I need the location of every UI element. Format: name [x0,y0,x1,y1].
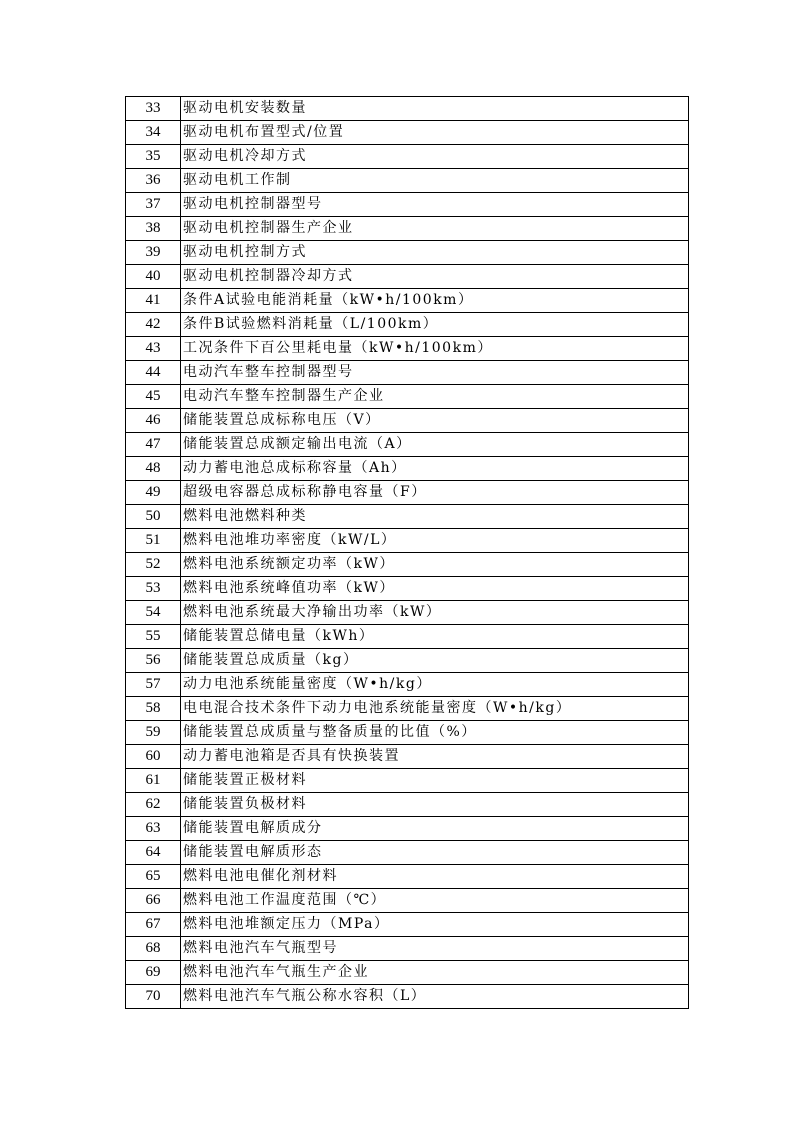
table-row [126,625,689,649]
table-row [126,361,689,385]
parameter-name: 燃料电池燃料种类 [181,505,689,529]
parameter-name: 驱动电机控制器型号 [181,193,689,217]
parameter-name: 条件A试验电能消耗量（kW•h/100km） [181,289,689,313]
parameter-name: 驱动电机布置型式/位置 [181,121,689,145]
row-number: 39 [126,241,181,265]
row-number: 41 [126,289,181,313]
table-row [126,121,689,145]
row-number: 47 [126,433,181,457]
row-number: 61 [126,769,181,793]
parameter-name: 储能装置负极材料 [181,793,689,817]
table-row [126,577,689,601]
table-row [126,505,689,529]
row-number: 49 [126,481,181,505]
parameter-name: 电电混合技术条件下动力电池系统能量密度（W•h/kg） [181,697,689,721]
table-row [126,481,689,505]
table-row [126,169,689,193]
row-number: 68 [126,937,181,961]
row-number: 55 [126,625,181,649]
row-number: 53 [126,577,181,601]
row-number: 36 [126,169,181,193]
parameter-name: 储能装置电解质成分 [181,817,689,841]
row-number: 38 [126,217,181,241]
table-row [126,769,689,793]
parameter-name: 条件B试验燃料消耗量（L/100km） [181,313,689,337]
parameter-name: 动力电池系统能量密度（W•h/kg） [181,673,689,697]
row-number: 35 [126,145,181,169]
table-row [126,265,689,289]
table-row [126,961,689,985]
parameter-name: 储能装置总成额定输出电流（A） [181,433,689,457]
parameter-name: 驱动电机控制器生产企业 [181,217,689,241]
row-number: 48 [126,457,181,481]
parameter-name: 驱动电机工作制 [181,169,689,193]
row-number: 42 [126,313,181,337]
row-number: 34 [126,121,181,145]
parameter-name: 驱动电机安装数量 [181,97,689,121]
row-number: 62 [126,793,181,817]
parameter-name: 驱动电机控制器冷却方式 [181,265,689,289]
table-row [126,217,689,241]
parameter-name: 动力蓄电池总成标称容量（Ah） [181,457,689,481]
parameter-name: 驱动电机冷却方式 [181,145,689,169]
table-row [126,673,689,697]
row-number: 45 [126,385,181,409]
parameter-table [125,96,689,1009]
parameter-name: 燃料电池系统最大净输出功率（kW） [181,601,689,625]
table-row [126,433,689,457]
parameter-name: 驱动电机控制方式 [181,241,689,265]
parameter-name: 燃料电池汽车气瓶型号 [181,937,689,961]
table-row [126,457,689,481]
parameter-name: 燃料电池工作温度范围（℃） [181,889,689,913]
row-number: 50 [126,505,181,529]
row-number: 57 [126,673,181,697]
table-row [126,241,689,265]
row-number: 46 [126,409,181,433]
table-row [126,865,689,889]
row-number: 56 [126,649,181,673]
parameter-name: 电动汽车整车控制器生产企业 [181,385,689,409]
parameter-name: 储能装置总成质量（kg） [181,649,689,673]
row-number: 52 [126,553,181,577]
table-row [126,337,689,361]
table-row [126,97,689,121]
row-number: 69 [126,961,181,985]
parameter-name: 燃料电池系统额定功率（kW） [181,553,689,577]
table-row [126,289,689,313]
row-number: 43 [126,337,181,361]
row-number: 37 [126,193,181,217]
row-number: 70 [126,985,181,1009]
parameter-name: 动力蓄电池箱是否具有快换装置 [181,745,689,769]
parameter-name: 燃料电池堆功率密度（kW/L） [181,529,689,553]
row-number: 33 [126,97,181,121]
parameter-name: 储能装置正极材料 [181,769,689,793]
table-row [126,985,689,1009]
parameter-name: 燃料电池汽车气瓶生产企业 [181,961,689,985]
parameter-name: 燃料电池系统峰值功率（kW） [181,577,689,601]
table-row [126,745,689,769]
parameter-name: 储能装置电解质形态 [181,841,689,865]
table-row [126,553,689,577]
table-row [126,793,689,817]
table-row [126,913,689,937]
row-number: 40 [126,265,181,289]
table-row [126,529,689,553]
table-row [126,601,689,625]
table-row [126,313,689,337]
parameter-name: 储能装置总成标称电压（V） [181,409,689,433]
row-number: 54 [126,601,181,625]
row-number: 63 [126,817,181,841]
parameter-name: 超级电容器总成标称静电容量（F） [181,481,689,505]
parameter-name: 储能装置总储电量（kWh） [181,625,689,649]
row-number: 51 [126,529,181,553]
table-row [126,889,689,913]
table-row [126,409,689,433]
table-row [126,937,689,961]
parameter-name: 工况条件下百公里耗电量（kW•h/100km） [181,337,689,361]
table-row [126,145,689,169]
row-number: 64 [126,841,181,865]
row-number: 58 [126,697,181,721]
table-row [126,697,689,721]
table-row [126,841,689,865]
row-number: 67 [126,913,181,937]
table-row [126,817,689,841]
row-number: 60 [126,745,181,769]
row-number: 59 [126,721,181,745]
table-body [126,97,689,1009]
table-row [126,193,689,217]
table-row [126,721,689,745]
parameter-name: 电动汽车整车控制器型号 [181,361,689,385]
parameter-name: 燃料电池堆额定压力（MPa） [181,913,689,937]
row-number: 44 [126,361,181,385]
table-row [126,649,689,673]
row-number: 65 [126,865,181,889]
parameter-name: 燃料电池电催化剂材料 [181,865,689,889]
parameter-name: 燃料电池汽车气瓶公称水容积（L） [181,985,689,1009]
parameter-name: 储能装置总成质量与整备质量的比值（%） [181,721,689,745]
row-number: 66 [126,889,181,913]
table-row [126,385,689,409]
